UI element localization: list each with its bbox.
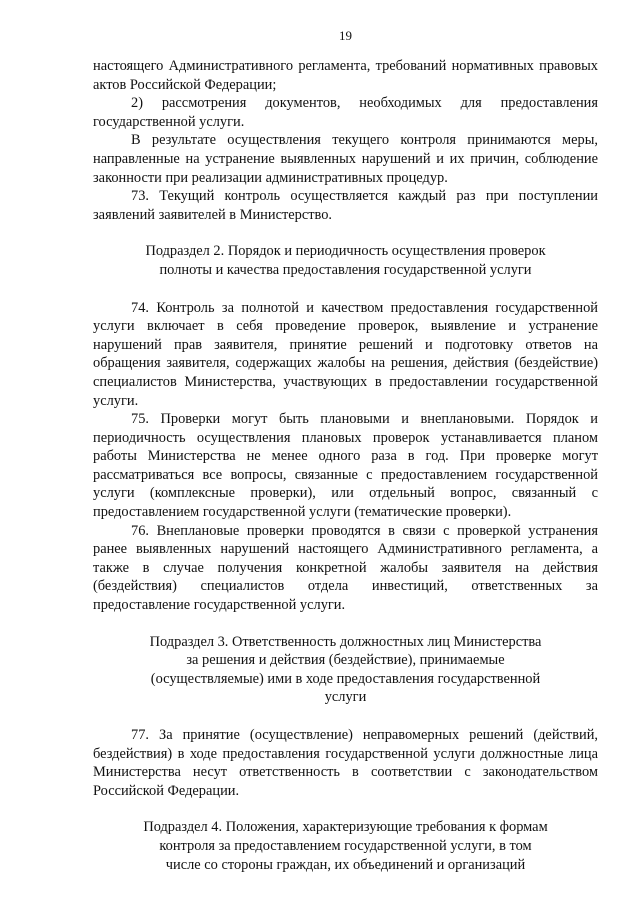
heading-line: Подраздел 4. Положения, характеризующие требования к формам <box>143 819 548 836</box>
subsection-3-heading <box>93 633 598 707</box>
heading-line: (осуществляемые) ими в ходе предоставления государственной <box>150 670 541 687</box>
paragraph-control-measures: В результате осуществления текущего контроля принимаются меры, направленные на устранение выявленных нарушений и их причин, соблюдение законности при реализации административных процедур. <box>93 132 598 186</box>
heading-line: контроля за предоставлением государственной услуги, в том <box>159 837 532 854</box>
page-number: 19 <box>339 28 352 43</box>
heading-line: за решения и действия (бездействие), принимаемые <box>186 652 505 669</box>
subsection-2-heading <box>93 242 598 279</box>
heading-line: Подраздел 3. Ответственность должностных лиц Министерства <box>149 633 542 650</box>
heading-line: Подраздел 2. Порядок и периодичность осуществления проверок <box>145 243 546 260</box>
paragraph-73: 73. Текущий контроль осуществляется каждый раз при поступлении заявлений заявителей в Министерство. <box>93 188 598 223</box>
paragraph-77: 77. За принятие (осуществление) неправомерных решений (действий, бездействия) в ходе предоставления государственной услуги должностные лица Министерства несут ответственность в соответствии с законодательством Российской Федерации. <box>93 727 598 799</box>
paragraph-74: 74. Контроль за полнотой и качеством предоставления государственной услуги включает в себя проведение проверок, выявление и устранение нарушений прав заявителя, принятие решений и подготовку ответов на обращения заявителя, содержащих жалобы на решения, действия (бездействие) специалистов Министерства, участвующих в предоставлении государственной услуги. <box>93 299 598 409</box>
paragraph-continuation: настоящего Административного регламента, требований нормативных правовых актов Российской Федерации; <box>93 58 598 93</box>
heading-line: числе со стороны граждан, их объединений и организаций <box>165 856 526 873</box>
paragraph-76: 76. Внеплановые проверки проводятся в связи с проверкой устранения ранее выявленных нарушений настоящего Административного регламента, а также в случае получения конкретной жалобы заявителя на действия (бездействия) специалистов отдела инвестиций, ответственных за предоставление государственной услуги. <box>93 522 598 614</box>
paragraph-item-2: 2) рассмотрения документов, необходимых для предоставления государственной услуги. <box>93 95 598 130</box>
paragraph-75: 75. Проверки могут быть плановыми и внеплановыми. Порядок и периодичность осуществления плановых проверок устанавливается планом работы Министерства не менее одного раза в год. При проверке могут рассматриваться все вопросы, связанные с предоставлением государственной услуги (комплексные проверки), или отдельный вопрос, связанный с предоставлением государственной услуги (тематические проверки). <box>93 411 598 521</box>
subsection-4-heading <box>93 818 598 874</box>
heading-line: полноты и качества предоставления государственной услуги <box>159 261 532 278</box>
document-page <box>93 28 598 874</box>
heading-line: услуги <box>324 689 367 706</box>
